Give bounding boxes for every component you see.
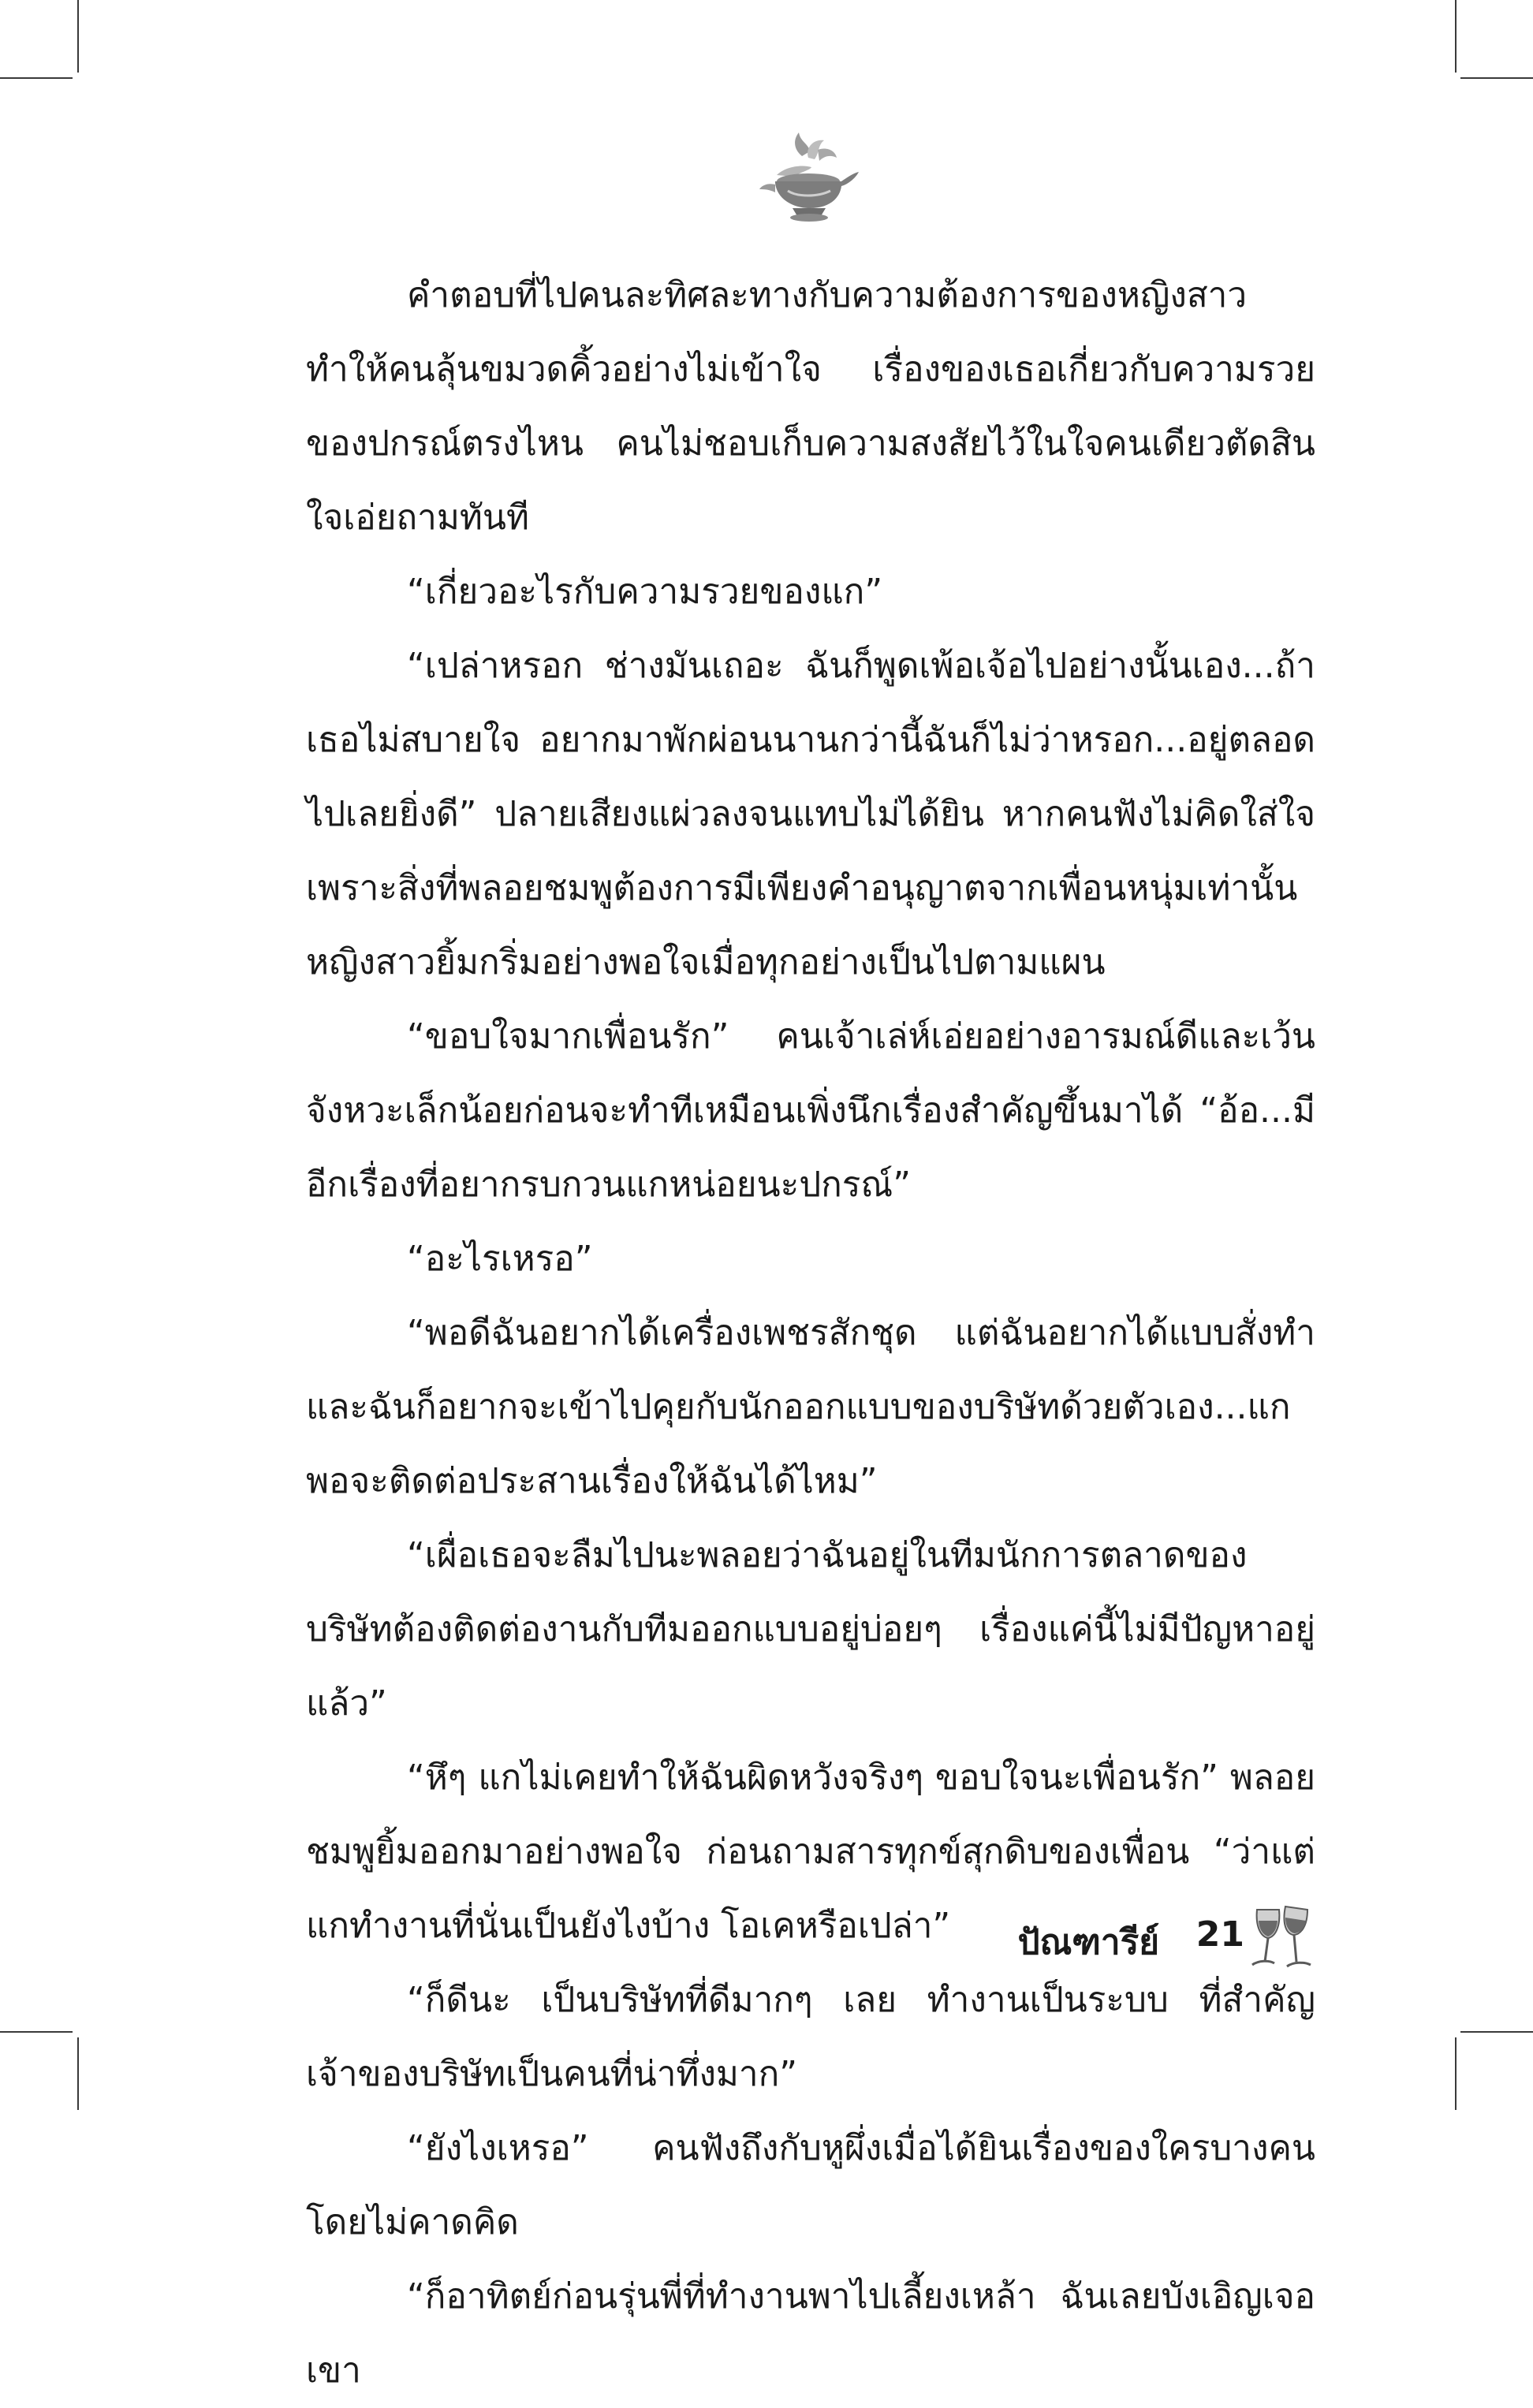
paragraph: “พอดีฉันอยากได้เครื่องเพชรสักชุด แต่ฉันอยากได้แบบสั่งทำ และฉันก็อยากจะเข้าไปคุยกับนักออกแบบของบริษัทด้วยตัวเอง...แกพอจะติดต่อประสานเรื่องให้ฉันได้ไหม” (306, 1313, 1315, 1501)
crop-mark-bottom-left-horizontal (0, 2031, 73, 2033)
crop-mark-top-left-vertical (77, 0, 79, 73)
crop-mark-bottom-right-vertical (1455, 2037, 1457, 2110)
author-name: ปัณฑารีย์ (1017, 1922, 1159, 1963)
magic-lamp-icon (753, 126, 863, 229)
paragraph: “ขอบใจมากเพื่อนรัก” คนเจ้าเล่ห์เอ่ยอย่างอารมณ์ดีและเว้นจังหวะเล็กน้อยก่อนจะทำทีเหมือนเพิ่งนึกเรื่องสำคัญขึ้นมาได้ “อ้อ...มีอีกเรื่องที่อยากรบกวนแกหน่อยนะปกรณ์” (306, 1016, 1315, 1205)
paragraph: “เกี่ยวอะไรกับความรวยของแก” (407, 572, 883, 612)
crop-mark-top-right-vertical (1455, 0, 1457, 73)
page-footer (978, 1902, 1317, 1981)
crop-mark-top-right-horizontal (1460, 77, 1533, 79)
paragraph: “อะไรเหรอ” (407, 1239, 593, 1279)
page-number: 21 (1195, 1914, 1244, 1955)
paragraph: “ก็ดีนะ เป็นบริษัทที่ดีมากๆ เลย ทำงานเป็นระบบ ที่สำคัญเจ้าของบริษัทเป็นคนที่น่าทึ่งมาก” (306, 1980, 1315, 2094)
paragraph: คำตอบที่ไปคนละทิศละทางกับความต้องการของหญิงสาวทำให้คนลุ้นขมวดคิ้วอย่างไม่เข้าใจ เรื่องของเธอเกี่ยวกับความรวยของปกรณ์ตรงไหน คนไม่ชอบเก็บความสงสัยไว้ในใจคนเดียวตัดสินใจเอ่ยถามทันที (306, 275, 1315, 538)
paragraph: “หึๆ แกไม่เคยทำให้ฉันผิดหวังจริงๆ ขอบใจนะเพื่อนรัก” พลอยชมพูยิ้มออกมาอย่างพอใจ ก่อนถามสารทุกข์สุกดิบของเพื่อน “ว่าแต่แกทำงานที่นั่นเป็นยังไงบ้าง โอเคหรือเปล่า” (306, 1758, 1315, 1946)
paragraph: “เปล่าหรอก ช่างมันเถอะ ฉันก็พูดเพ้อเจ้อไปอย่างนั้นเอง...ถ้าเธอไม่สบายใจ อยากมาพักผ่อนนานกว่านี้ฉันก็ไม่ว่าหรอก...อยู่ตลอดไปเลยยิ่งดี” ปลายเสียงแผ่วลงจนแทบไม่ได้ยิน หากคนฟังไม่คิดใส่ใจ เพราะสิ่งที่พลอยชมพูต้องการมีเพียงคำอนุญาตจากเพื่อนหนุ่มเท่านั้น หญิงสาวยิ้มกริ่มอย่างพอใจเมื่อทุกอย่างเป็นไปตามแผน (306, 646, 1315, 982)
wine-glasses-icon (1249, 1902, 1317, 1973)
crop-mark-bottom-left-vertical (77, 2037, 79, 2110)
paragraph: “ยังไงเหรอ” คนฟังถึงกับหูผึ่งเมื่อได้ยินเรื่องของใครบางคนโดยไม่คาดคิด (306, 2128, 1315, 2242)
crop-mark-top-left-horizontal (0, 77, 73, 79)
paragraph: “ก็อาทิตย์ก่อนรุ่นพี่ที่ทำงานพาไปเลี้ยงเหล้า ฉันเลยบังเอิญเจอเขา (306, 2276, 1315, 2391)
crop-mark-bottom-right-horizontal (1460, 2031, 1533, 2033)
paragraph: “เผื่อเธอจะลืมไปนะพลอยว่าฉันอยู่ในทีมนักการตลาดของบริษัทต้องติดต่องานกับทีมออกแบบอยู่บ่อยๆ เรื่องแค่นี้ไม่มีปัญหาอยู่แล้ว” (306, 1535, 1315, 1724)
body-text (306, 259, 1315, 2408)
